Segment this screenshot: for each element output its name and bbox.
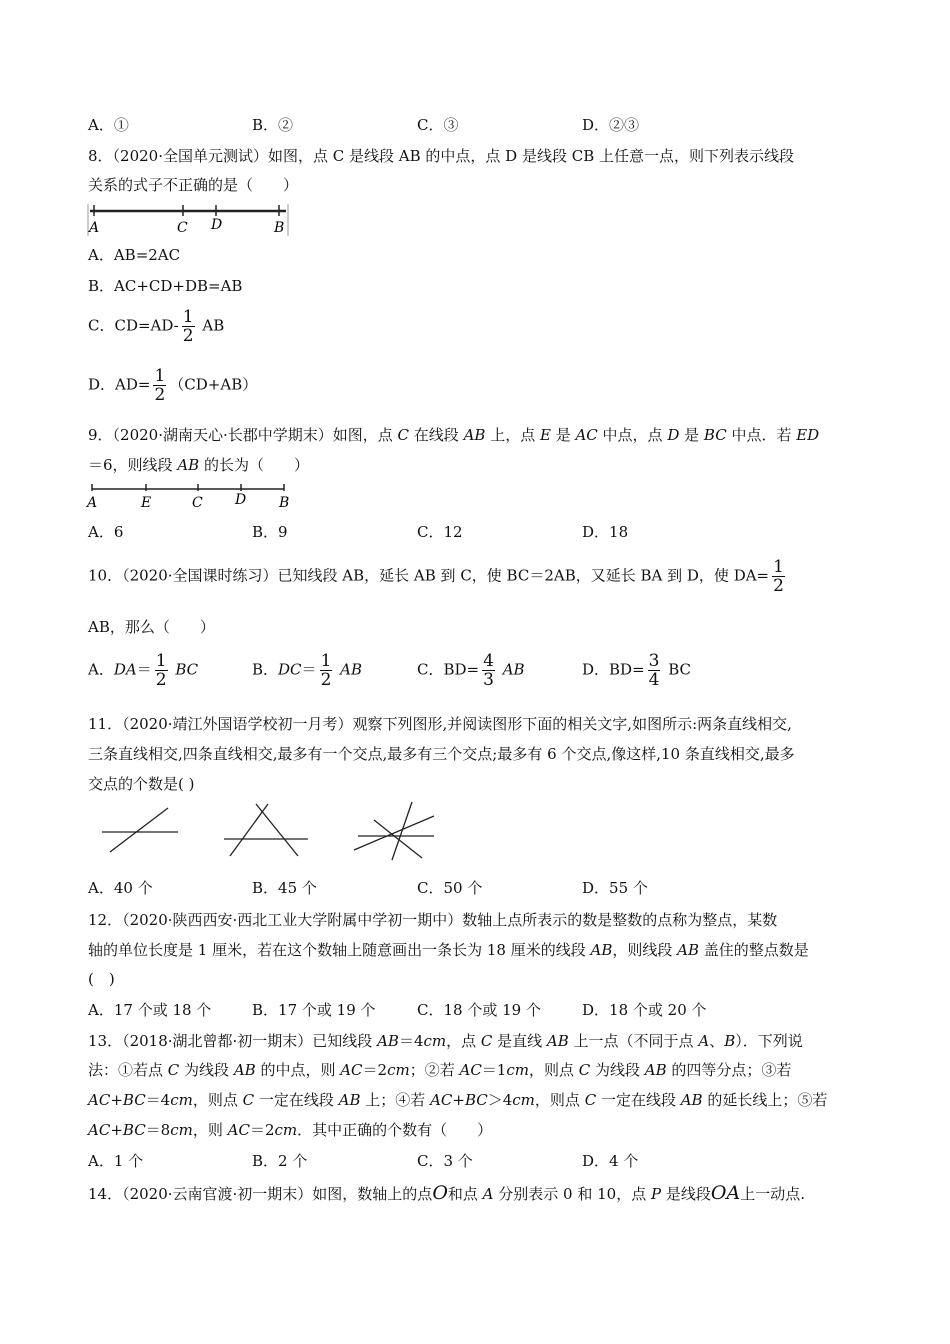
q11-option-d: D．55 个 [582, 879, 648, 897]
q11-option-c: C．50 个 [417, 879, 483, 897]
q8-stem-line1: 8．（2020·全国单元测试）如图，点 C 是线段 AB 的中点，点 D 是线段 CB 上任意一点，则下列表示线段 [88, 147, 794, 165]
q10-stem-line2: AB，那么（ ） [88, 618, 215, 636]
two-lines-diagram [102, 808, 178, 852]
q9-option-d: D．18 [582, 523, 629, 541]
fraction: $\frac{1}{2}$ [155, 651, 167, 690]
q13-stem-line1: 13．（2018·湖北曾都·初一期末）已知线段 AB＝4cm，点 C 是直线 AB 上一点（不同于点 A、B）．下列说 [88, 1032, 803, 1050]
q13-option-b: B．2 个 [252, 1152, 308, 1170]
q11-option-b: B．45 个 [252, 879, 317, 897]
q8-segment-figure [86, 202, 296, 238]
fraction: $\frac{1}{2}$ [154, 366, 166, 405]
q12-option-a: A．17 个或 18 个 [88, 1001, 212, 1019]
q7-option-b: B．② [252, 116, 294, 134]
q8-option-c: C．CD=AD- $\frac{1}{2}$ AB [88, 307, 225, 346]
q10-option-d: D．BD= $\frac{3}{4}$ BC [582, 651, 692, 690]
q8-label-d: D [211, 217, 223, 233]
three-lines-diagram [224, 804, 308, 856]
q11-option-a: A．40 个 [88, 879, 153, 897]
q13-option-d: D．4 个 [582, 1152, 639, 1170]
q9-stem-line2: ＝6，则线段 AB 的长为（ ） [88, 456, 309, 474]
q10-option-b: B．DC＝ $\frac{1}{2}$ AB [252, 651, 363, 690]
four-lines-diagram [354, 802, 434, 860]
q9-option-a: A．6 [88, 523, 124, 541]
q8-label-b: B [274, 220, 285, 236]
q9-label-e: E [141, 495, 152, 511]
q13-option-a: A．1 个 [88, 1152, 144, 1170]
q8-stem-line2: 关系的式子不正确的是（ ） [88, 176, 299, 194]
q7-option-a: A．① [88, 116, 129, 134]
q13-option-c: C．3 个 [417, 1152, 473, 1170]
q13-stem-line4: AC+BC＝8cm，则 AC＝2cm．其中正确的个数有（ ） [88, 1121, 493, 1139]
q12-stem-line3: ( ) [88, 970, 115, 988]
q12-stem-line2: 轴的单位长度是 1 厘米，若在这个数轴上随意画出一条长为 18 厘米的线段 AB，则线段 AB 盖住的整点数是 [88, 941, 809, 959]
q8-label-a: A [89, 220, 100, 236]
q9-label-c: C [192, 495, 203, 511]
q11-intersecting-lines-figure [96, 800, 446, 864]
fraction: $\frac{1}{2}$ [182, 307, 194, 346]
q8-option-d: D．AD= $\frac{1}{2}$ （CD+AB） [88, 366, 258, 405]
q10-option-c: C．BD= $\frac{4}{3}$ AB [417, 651, 525, 690]
q10-option-a: A．DA＝ $\frac{1}{2}$ BC [88, 651, 199, 690]
q9-option-c: C．12 [417, 523, 463, 541]
fraction: $\frac{3}{4}$ [648, 651, 660, 690]
q8-label-c: C [177, 220, 188, 236]
q9-label-d: D [235, 492, 247, 508]
fraction: $\frac{1}{2}$ [773, 557, 784, 596]
q8-option-b: B．AC+CD+DB=AB [88, 277, 243, 295]
q13-stem-line2: 法：①若点 C 为线段 AB 的中点，则 AC＝2cm；②若 AC＝1cm，则点 C 为线段 AB 的四等分点；③若 [88, 1061, 792, 1079]
q7-option-d: D．②③ [582, 116, 640, 134]
fraction: $\frac{4}{3}$ [483, 651, 494, 690]
q7-option-c: C．③ [417, 116, 459, 134]
q11-stem-line1: 11．（2020·靖江外国语学校初一月考）观察下列图形,并阅读图形下面的相关文字,如图所示:两条直线相交, [88, 715, 792, 733]
q12-option-c: C．18 个或 19 个 [417, 1001, 541, 1019]
q9-label-b: B [279, 495, 290, 511]
fraction: $\frac{1}{2}$ [320, 651, 332, 690]
q9-segment-figure [86, 480, 296, 514]
q12-option-d: D．18 个或 20 个 [582, 1001, 707, 1019]
q11-stem-line3: 交点的个数是( ) [88, 775, 195, 793]
q14-stem-line1: 14．（2020·云南官渡·初一期末）如图，数轴上的点O和点 A 分别表示 0 和 10，点 P 是线段OA上一动点. [88, 1182, 805, 1204]
q12-stem-line1: 12．（2020·陕西西安·西北工业大学附属中学初一期中）数轴上点所表示的数是整数的点称为整点，某数 [88, 911, 778, 929]
q11-stem-line2: 三条直线相交,四条直线相交,最多有一个交点,最多有三个交点;最多有 6 个交点,像这样,10 条直线相交,最多 [88, 745, 795, 763]
q9-label-a: A [87, 495, 98, 511]
q12-option-b: B．17 个或 19 个 [252, 1001, 376, 1019]
q9-option-b: B．9 [252, 523, 288, 541]
q13-stem-line3: AC+BC＝4cm，则点 C 一定在线段 AB 上；④若 AC+BC＞4cm，则点 C 一定在线段 AB 的延长线上；⑤若 [88, 1091, 828, 1109]
q8-option-a: A．AB=2AC [88, 246, 181, 264]
q10-stem-line1: 10．（2020·全国课时练习）已知线段 AB，延长 AB 到 C，使 BC＝2AB，又延长 BA 到 D，使 DA= $\frac{1}{2}$ [88, 557, 784, 596]
q9-stem-line1: 9．（2020·湖南天心·长郡中学期末）如图，点 C 在线段 AB 上，点 E 是 AC 中点，点 D 是 BC 中点．若 ED [88, 426, 820, 444]
